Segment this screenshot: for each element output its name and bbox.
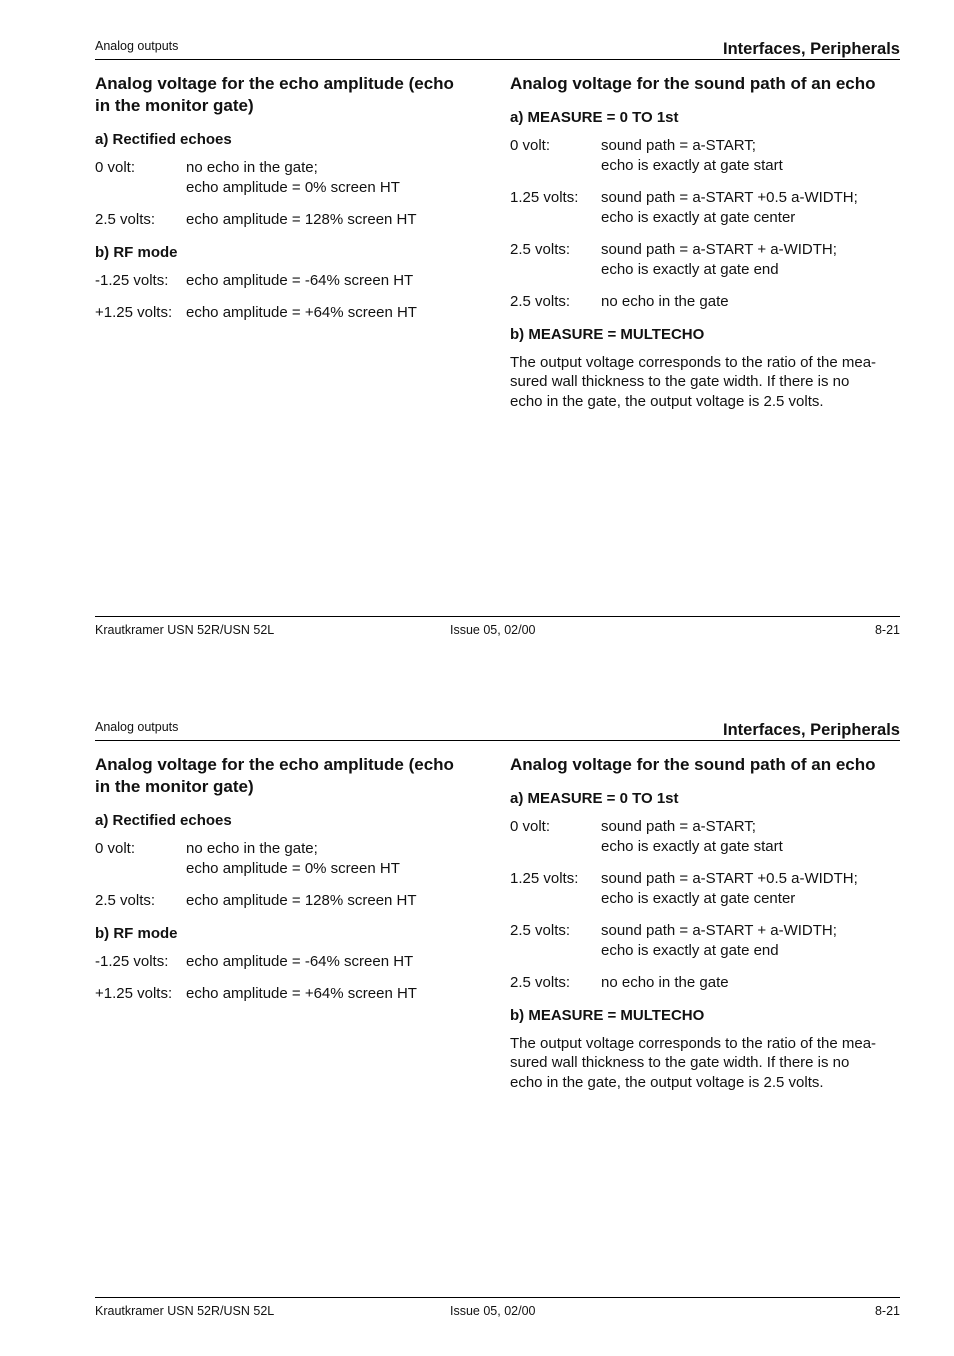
sound-path-title: Analog voltage for the sound path of an echo <box>510 755 876 774</box>
voltage-row: 0 volt: no echo in the gate; echo amplitude = 0% screen HT <box>95 159 400 196</box>
rf-mode-heading: b) RF mode <box>95 243 178 261</box>
right-column <box>510 754 902 1092</box>
voltage-row: 1.25 volts: sound path = a-START +0.5 a-WIDTH; echo is exactly at gate center <box>510 189 858 226</box>
header-rule <box>95 740 900 741</box>
voltage-row: 2.5 volts: echo amplitude = 128% screen HT <box>95 892 417 909</box>
document-page-2 <box>0 681 954 1356</box>
voltage-row: +1.25 volts: echo amplitude = +64% screen HT <box>95 985 417 1002</box>
header-chapter: Interfaces, Peripherals <box>722 40 900 58</box>
rectified-heading: a) Rectified echoes <box>95 812 232 829</box>
multecho-paragraph: The output voltage corresponds to the ratio of the mea- sured wall thickness to the gate width. If there is no echo in the gate, the output voltage is 2.5 volts. <box>510 1034 877 1091</box>
measure-1st-heading: a) MEASURE = 0 TO 1st <box>510 790 679 807</box>
voltage-row: -1.25 volts: echo amplitude = -64% screen HT <box>95 271 414 289</box>
footer-page-number: 8-21 <box>874 623 900 637</box>
voltage-row: +1.25 volts: echo amplitude = +64% screen HT <box>95 304 417 321</box>
echo-amplitude-title: Analog voltage for the echo amplitude (echo in the monitor gate) <box>95 755 454 796</box>
left-column <box>95 754 480 1017</box>
voltage-row: 2.5 volts: no echo in the gate <box>510 974 729 991</box>
header-section: Analog outputs <box>95 720 179 734</box>
footer-issue: Issue 05, 02/00 <box>450 623 536 637</box>
multecho-heading: b) MEASURE = MULTECHO <box>510 1006 705 1024</box>
header-section: Analog outputs <box>95 39 179 53</box>
voltage-row: 2.5 volts: sound path = a-START + a-WIDTH; echo is exactly at gate end <box>510 922 837 959</box>
multecho-paragraph: The output voltage corresponds to the ratio of the mea- sured wall thickness to the gate width. If there is no echo in the gate, the output voltage is 2.5 volts. <box>510 353 877 410</box>
footer-issue: Issue 05, 02/00 <box>450 1304 536 1318</box>
measure-1st-heading: a) MEASURE = 0 TO 1st <box>510 109 679 126</box>
voltage-row: 0 volt: sound path = a-START; echo is exactly at gate start <box>510 818 783 855</box>
echo-amplitude-title: Analog voltage for the echo amplitude (echo in the monitor gate) <box>95 74 454 115</box>
multecho-heading: b) MEASURE = MULTECHO <box>510 325 705 343</box>
rectified-heading: a) Rectified echoes <box>95 131 232 148</box>
header-chapter: Interfaces, Peripherals <box>722 721 900 739</box>
voltage-row: 2.5 volts: no echo in the gate <box>510 293 729 310</box>
footer-product: Krautkramer USN 52R/USN 52L <box>95 1304 275 1318</box>
footer-page-number: 8-21 <box>874 1304 900 1318</box>
footer-product: Krautkramer USN 52R/USN 52L <box>95 623 275 637</box>
rf-mode-heading: b) RF mode <box>95 924 178 942</box>
footer-rule <box>95 616 900 617</box>
document-page-1 <box>0 0 954 675</box>
header-rule <box>95 59 900 60</box>
voltage-row: 1.25 volts: sound path = a-START +0.5 a-WIDTH; echo is exactly at gate center <box>510 870 858 907</box>
voltage-row: 2.5 volts: sound path = a-START + a-WIDTH; echo is exactly at gate end <box>510 241 837 278</box>
voltage-row: 2.5 volts: echo amplitude = 128% screen HT <box>95 211 417 228</box>
voltage-row: 0 volt: sound path = a-START; echo is exactly at gate start <box>510 137 783 174</box>
voltage-row: 0 volt: no echo in the gate; echo amplitude = 0% screen HT <box>95 840 400 877</box>
voltage-row: -1.25 volts: echo amplitude = -64% screen HT <box>95 952 414 970</box>
left-column <box>95 73 480 336</box>
right-column <box>510 73 902 411</box>
footer-rule <box>95 1297 900 1298</box>
sound-path-title: Analog voltage for the sound path of an echo <box>510 74 876 93</box>
